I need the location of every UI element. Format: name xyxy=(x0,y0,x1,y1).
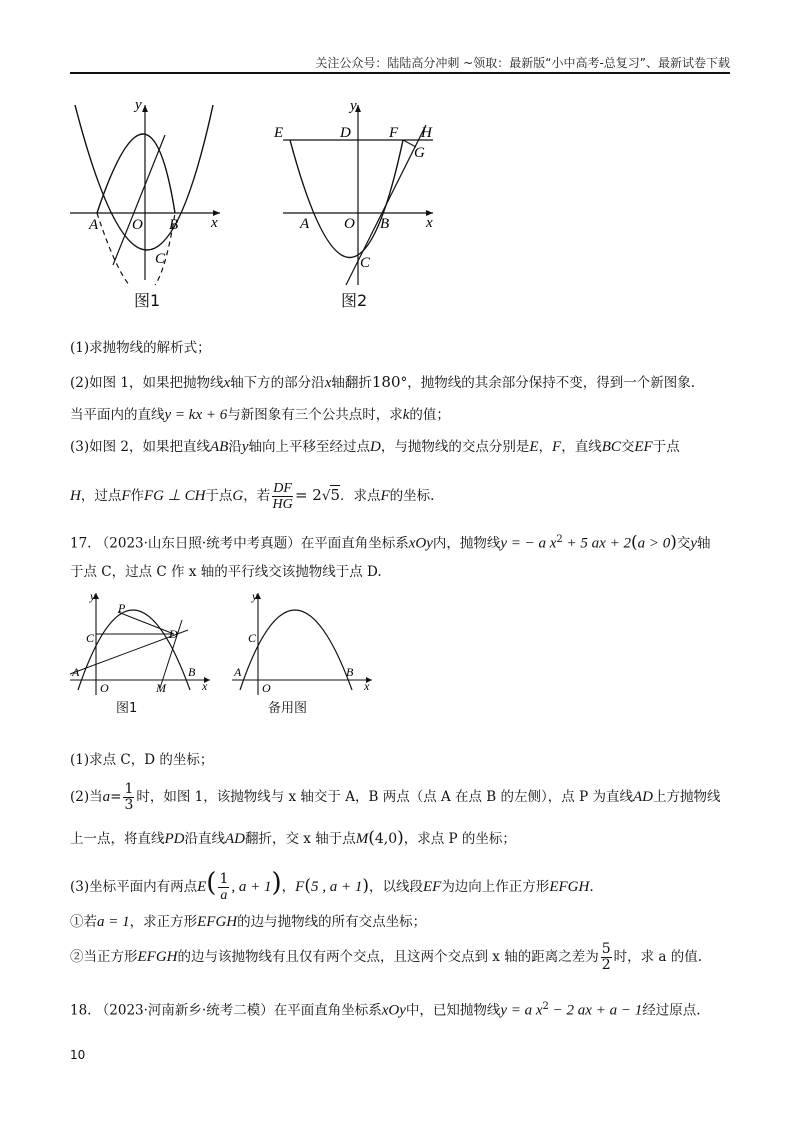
label-B: B xyxy=(169,217,179,233)
label-y: y xyxy=(90,590,96,603)
label-B: B xyxy=(380,216,390,232)
label-O: O xyxy=(100,681,109,695)
y-axis-arrow xyxy=(142,105,148,112)
label-O: O xyxy=(344,216,355,232)
label-x: x xyxy=(364,679,370,693)
sqrt-symbol: √ xyxy=(321,488,331,504)
figure-2-parabola xyxy=(268,95,448,290)
parabola xyxy=(240,610,352,690)
label-O: O xyxy=(132,217,143,233)
q16-part2-line1: (2)如图 1，如果把抛物线x轴下方的部分沿x轴翻折180°，抛物线的其余部分保持不变，得到一个新图象. xyxy=(70,373,696,391)
q17-part3-sub2: ②当正方形EFGH的边与该抛物线有且仅有两个交点，且这两个交点到 x 轴的距离之差为 $\frac{5}{2}$ 时，求 a 的值. xyxy=(70,941,703,973)
figure-1-caption: 图1 xyxy=(134,291,161,310)
line-PD xyxy=(118,612,174,634)
label-y: y xyxy=(135,97,142,113)
fraction-1-3: $\frac{1}{3}$ xyxy=(124,781,134,813)
q16-part3-line2: H，过点F作FG ⊥ CH于点G，若 $\frac{DF}{HG}$ = 2√5．求点F的坐标. xyxy=(70,481,435,512)
q17-stem-line2: 于点 C，过点 C 作 x 轴的平行线交该抛物线于点 D. xyxy=(70,564,382,580)
q17-figure-spare-caption: 备用图 xyxy=(268,701,308,716)
label-G: G xyxy=(414,145,425,161)
label-B: B xyxy=(346,665,354,679)
label-E: E xyxy=(274,125,284,141)
q17-figure-1-caption: 图1 xyxy=(116,701,138,716)
label-A: A xyxy=(72,665,80,679)
q17-part3-line1: (3)坐标平面内有两点E( $\frac{1}{a}$ , a + 1)，F(5 , a + 1)，以线段EF为边向上作正方形EFGH. xyxy=(70,868,594,903)
figure-2-caption: 图2 xyxy=(341,291,368,310)
label-C: C xyxy=(248,631,257,645)
label-P: P xyxy=(118,601,126,615)
figure-1-parabola xyxy=(65,95,235,285)
label-y: y xyxy=(350,98,357,114)
q16-part1: (1)求抛物线的解析式； xyxy=(70,340,211,356)
flipped-arc xyxy=(97,134,175,213)
q17-figure-1 xyxy=(68,590,216,698)
fraction-DF-HG: $\frac{DF}{HG}$ xyxy=(272,481,293,512)
q18-stem: 18. （2023·河南新乡·统考二模）在平面直角坐标系xOy中，已知抛物线y = a $x^2 - 2$ ax + a − 1经过原点. xyxy=(70,1001,701,1019)
q17-part1: (1)求点 C，D 的坐标； xyxy=(70,752,214,768)
fraction-5-2: $\frac{5}{2}$ xyxy=(601,941,611,973)
label-A: A xyxy=(234,665,242,679)
q16-part2-line2: 当平面内的直线y = kx + 6与新图象有三个公共点时，求k的值； xyxy=(70,407,450,423)
label-C: C xyxy=(360,255,371,271)
label-M: M xyxy=(156,681,166,695)
q17-part3-sub1: ①若a = 1，求正方形EFGH的边与抛物线的所有交点坐标； xyxy=(70,914,427,930)
page-number: 10 xyxy=(70,1048,86,1062)
label-F: F xyxy=(389,125,399,141)
label-A: A xyxy=(300,216,310,232)
label-H: H xyxy=(421,125,432,141)
label-y: y xyxy=(252,590,258,603)
q17-figure-spare xyxy=(230,590,378,698)
q17-part2-line2: 上一点，将直线PD沿直线AD翻折，交 x 轴于点M(4,0)，求点 P 的坐标； xyxy=(70,828,516,848)
label-C: C xyxy=(86,631,95,645)
label-D: D xyxy=(340,125,351,141)
parabola xyxy=(290,140,403,258)
label-O: O xyxy=(262,681,271,695)
q17-stem-line1: 17. （2023·山东日照·统考中考真题）在平面直角坐标系xOy内，抛物线y = − a $x^2 + 5$ ax + 2(a > 0)交y轴 xyxy=(70,532,711,553)
label-x: x xyxy=(426,215,433,231)
label-A: A xyxy=(89,217,99,233)
label-D: D xyxy=(169,627,178,641)
label-x: x xyxy=(211,215,218,231)
label-B: B xyxy=(188,665,196,679)
label-C: C xyxy=(155,251,166,267)
page-header: 关注公众号：陆陆高分冲刺 ~领取：最新版“小中高考-总复习”、最新试卷下载 xyxy=(315,56,730,70)
label-x: x xyxy=(202,679,208,693)
fraction-1-a: $\frac{1}{a}$ xyxy=(219,871,229,903)
header-rule xyxy=(70,72,730,74)
q16-part3-line1: (3)如图 2，如果把直线AB沿y轴向上平移至经过点D，与抛物线的交点分别是E，F，直线BC交EF于点 xyxy=(70,439,680,455)
q17-part2-line1: (2)当a= $\frac{1}{3}$ 时，如图 1，该抛物线与 x 轴交于 A，B 两点（点 A 在点 B 的左侧），点 P 为直线AD上方抛物线 xyxy=(70,781,721,813)
